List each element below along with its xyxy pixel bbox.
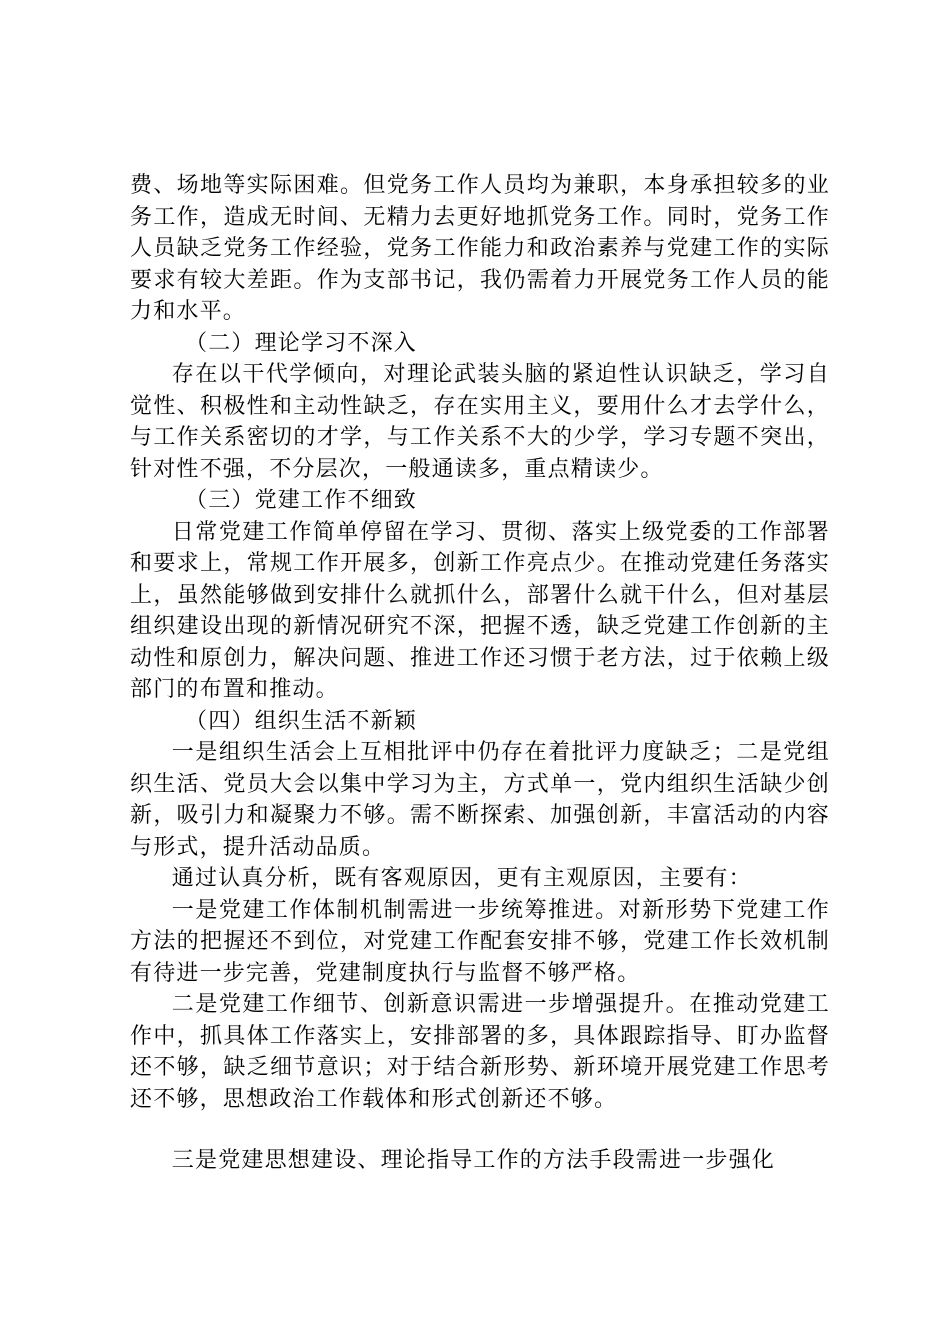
paragraph-analysis-intro: 通过认真分析，既有客观原因，更有主观原因，主要有： <box>171 866 752 891</box>
paragraph-organization-life: 一是组织生活会上互相批评中仍存在着批评力度缺乏；二是党组织生活、党员大会以集中学习为主，方式单一，党内组织生活缺少创新，吸引力和凝聚力不够。需不断探索、加强创新，丰富活动的内容与形式，提升活动品质。 <box>130 740 830 860</box>
paragraph-reason-two: 二是党建工作细节、创新意识需进一步增强提升。在推动党建工作中，抓具体工作落实上，安排部署的多，具体跟踪指导、盯办监督还不够，缺乏细节意识；对于结合新形势、新环境开展党建工作思考还不够，思想政治工作载体和形式创新还不够。 <box>130 992 830 1112</box>
document-body <box>130 170 830 1177</box>
section-heading-theory-study: （二）理论学习不深入 <box>185 330 418 356</box>
section-heading-organization-life: （四）组织生活不新颖 <box>185 708 418 734</box>
paragraph-reason-one: 一是党建工作体制机制需进一步统筹推进。对新形势下党建工作方法的把握还不到位，对党建工作配套安排不够，党建工作长效机制有待进一步完善，党建制度执行与监督不够严格。 <box>130 897 830 986</box>
paragraph-difficulties: 费、场地等实际困难。但党务工作人员均为兼职，本身承担较多的业务工作，造成无时间、无精力去更好地抓党务工作。同时，党务工作人员缺乏党务工作经验，党务工作能力和政治素养与党建工作的实际要求有较大差距。作为支部书记，我仍需着力开展党务工作人员的能力和水平。 <box>130 173 830 324</box>
section-heading-party-building: （三）党建工作不细致 <box>185 488 418 513</box>
paragraph-party-building: 日常党建工作简单停留在学习、贯彻、落实上级党委的工作部署和要求上，常规工作开展多，创新工作亮点少。在推动党建任务落实上，虽然能够做到安排什么就抓什么，部署什么就干什么，但对基层组织建设出现的新情况研究不深，把握不透，缺乏党建工作创新的主动性和原创力，解决问题、推进工作还习惯于老方法，过于依赖上级部门的布置和推动。 <box>130 519 830 702</box>
paragraph-reason-three: 三是党建思想建设、理论指导工作的方法手段需进一步强化 <box>171 1148 775 1173</box>
paragraph-theory-study: 存在以干代学倾向，对理论武装头脑的紧迫性认识缺乏，学习自觉性、积极性和主动性缺乏，存在实用主义，要用什么才去学什么，与工作关系密切的才学，与工作关系不大的少学，学习专题不突出，针对性不强，不分层次，一般通读多，重点精读少。 <box>130 362 830 482</box>
